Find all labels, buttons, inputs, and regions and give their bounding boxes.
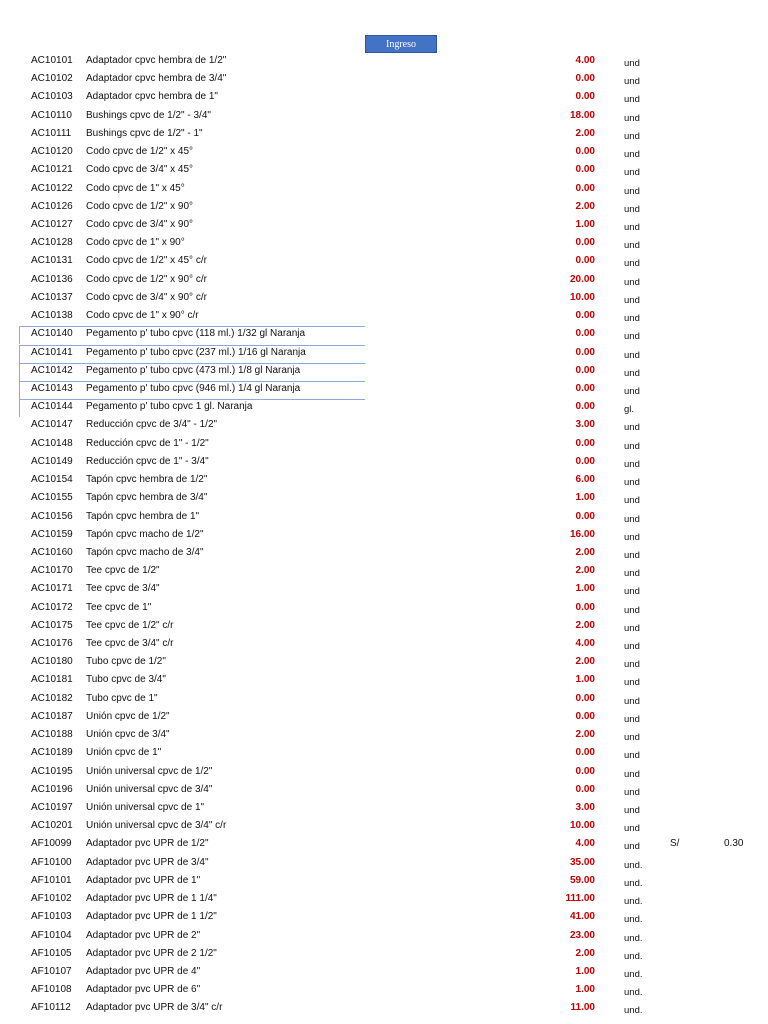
item-quantity[interactable]: 1.00: [575, 583, 595, 595]
item-code[interactable]: AC10182: [31, 692, 73, 704]
item-quantity[interactable]: 0.00: [575, 455, 595, 467]
item-quantity[interactable]: 18.00: [569, 109, 595, 121]
item-description[interactable]: Unión cpvc de 3/4": [86, 729, 170, 741]
item-quantity[interactable]: 20.00: [569, 273, 595, 285]
item-unit[interactable]: und: [624, 713, 640, 725]
item-quantity[interactable]: 0.00: [575, 710, 595, 722]
table-row: [0, 873, 768, 891]
item-quantity[interactable]: 4.00: [575, 55, 595, 66]
item-description[interactable]: Codo cpvc de 3/4" x 90° c/r: [86, 291, 207, 303]
item-description[interactable]: Unión universal cpvc de 3/4": [86, 783, 213, 795]
item-description[interactable]: Codo cpvc de 3/4" x 90°: [86, 218, 194, 230]
item-quantity[interactable]: 10.00: [569, 291, 595, 303]
item-quantity[interactable]: 2.00: [575, 565, 595, 577]
item-quantity[interactable]: 10.00: [569, 820, 595, 832]
item-unit[interactable]: gl.: [624, 404, 635, 416]
item-code[interactable]: AC10160: [31, 546, 73, 558]
item-description[interactable]: Adaptador pvc UPR de 1": [86, 874, 201, 886]
item-quantity[interactable]: 2.00: [575, 546, 595, 558]
item-unit[interactable]: und.: [624, 877, 643, 889]
item-description[interactable]: Tubo cpvc de 1/2": [86, 656, 166, 668]
item-unit[interactable]: und.: [624, 932, 643, 944]
item-quantity[interactable]: 2.00: [575, 729, 595, 741]
item-code[interactable]: AC10154: [31, 474, 73, 486]
item-code[interactable]: AC10101: [31, 55, 73, 66]
item-unit[interactable]: und: [624, 641, 640, 653]
table-row: [0, 964, 768, 982]
item-unit[interactable]: und: [624, 786, 640, 798]
table-row: [0, 272, 768, 290]
item-unit[interactable]: und: [624, 768, 640, 780]
item-description[interactable]: Reducción cpvc de 1" - 3/4": [86, 455, 209, 467]
item-quantity[interactable]: 0.00: [575, 164, 595, 176]
item-unit[interactable]: und: [624, 513, 640, 525]
item-code[interactable]: AF10101: [31, 874, 72, 886]
table-row: [0, 654, 768, 672]
item-code[interactable]: AF10105: [31, 947, 72, 959]
item-code[interactable]: AC10171: [31, 583, 73, 595]
item-unit[interactable]: und: [624, 440, 640, 452]
item-quantity[interactable]: 0.00: [575, 747, 595, 759]
item-unit[interactable]: und: [624, 76, 640, 88]
item-code[interactable]: AC10147: [31, 419, 73, 431]
item-description[interactable]: Tapón cpvc hembra de 1/2": [86, 474, 208, 486]
item-code[interactable]: AC10127: [31, 218, 73, 230]
table-row: [0, 600, 768, 618]
item-code[interactable]: AC10102: [31, 73, 73, 85]
item-quantity[interactable]: 0.00: [575, 401, 595, 413]
item-quantity[interactable]: 4.00: [575, 638, 595, 650]
table-row: [0, 855, 768, 873]
item-code[interactable]: AC10142: [31, 364, 73, 376]
table-row: [0, 417, 768, 435]
item-unit[interactable]: und: [624, 732, 640, 744]
item-quantity[interactable]: 1.00: [575, 674, 595, 686]
item-code[interactable]: AC10141: [31, 346, 73, 358]
item-unit[interactable]: und: [624, 823, 640, 835]
item-code[interactable]: AC10159: [31, 528, 73, 540]
item-description[interactable]: Adaptador pvc UPR de 6": [86, 984, 201, 996]
table-row: [0, 891, 768, 909]
item-unit[interactable]: und: [624, 385, 640, 397]
item-code[interactable]: AC10149: [31, 455, 73, 467]
table-row: [0, 235, 768, 253]
table-row: [0, 290, 768, 308]
item-quantity[interactable]: 2.00: [575, 619, 595, 631]
table-row: [0, 745, 768, 763]
item-description[interactable]: Codo cpvc de 1/2" x 45°: [86, 146, 194, 158]
item-quantity[interactable]: 23.00: [569, 929, 595, 941]
item-description[interactable]: Codo cpvc de 1/2" x 90° c/r: [86, 273, 207, 285]
item-quantity[interactable]: 0.00: [575, 255, 595, 267]
table-row: [0, 727, 768, 745]
item-code[interactable]: AC10187: [31, 710, 73, 722]
item-quantity[interactable]: 1.00: [575, 492, 595, 504]
item-description[interactable]: Reducción cpvc de 1" - 1/2": [86, 437, 209, 449]
item-unit[interactable]: und: [624, 221, 640, 233]
item-code[interactable]: AC10120: [31, 146, 73, 158]
item-code[interactable]: AF10108: [31, 984, 72, 996]
table-row: [0, 800, 768, 818]
item-quantity[interactable]: 0.00: [575, 437, 595, 449]
item-quantity[interactable]: 2.00: [575, 947, 595, 959]
table-row: [0, 363, 768, 381]
item-quantity[interactable]: 0.00: [575, 91, 595, 103]
item-unit[interactable]: und: [624, 258, 640, 270]
table-row: [0, 253, 768, 271]
item-unit[interactable]: und.: [624, 1005, 643, 1017]
item-quantity[interactable]: 0.00: [575, 73, 595, 85]
table-row: [0, 144, 768, 162]
item-code[interactable]: AC10175: [31, 619, 73, 631]
table-row: [0, 618, 768, 636]
item-quantity[interactable]: 0.00: [575, 510, 595, 522]
item-description[interactable]: Codo cpvc de 3/4" x 45°: [86, 164, 194, 176]
item-description[interactable]: Adaptador pvc UPR de 2 1/2": [86, 947, 217, 959]
item-quantity[interactable]: 2.00: [575, 200, 595, 212]
item-unit[interactable]: und.: [624, 914, 643, 926]
item-code[interactable]: AF10103: [31, 911, 72, 923]
table-row: [0, 764, 768, 782]
item-description[interactable]: Codo cpvc de 1" x 45°: [86, 182, 185, 194]
item-quantity[interactable]: 0.00: [575, 382, 595, 394]
item-quantity[interactable]: 1.00: [575, 966, 595, 977]
item-code[interactable]: AC10128: [31, 237, 73, 249]
item-description[interactable]: Adaptador pvc UPR de 1 1/2": [86, 911, 217, 923]
item-quantity[interactable]: 2.00: [575, 127, 595, 139]
item-code[interactable]: AF10100: [31, 856, 72, 868]
item-code[interactable]: AC10144: [31, 401, 73, 413]
item-description[interactable]: Adaptador pvc UPR de 1 1/4": [86, 893, 217, 905]
table-row: [0, 545, 768, 563]
item-code[interactable]: AC10137: [31, 291, 73, 303]
item-description[interactable]: Codo cpvc de 1" x 90° c/r: [86, 310, 199, 322]
item-quantity[interactable]: 0.00: [575, 364, 595, 376]
item-quantity[interactable]: 35.00: [569, 856, 595, 868]
item-description[interactable]: Tee cpvc de 1": [86, 601, 152, 613]
table-row: [0, 308, 768, 326]
item-code[interactable]: AF10102: [31, 893, 72, 905]
item-unit[interactable]: und: [624, 695, 640, 707]
table-row: [0, 709, 768, 727]
item-code[interactable]: AF10104: [31, 929, 72, 941]
item-description[interactable]: Reducción cpvc de 3/4" - 1/2": [86, 419, 218, 431]
item-unit[interactable]: und: [624, 568, 640, 580]
table-row: [0, 982, 768, 1000]
table-row: [0, 381, 768, 399]
item-unit[interactable]: und.: [624, 896, 643, 908]
item-unit[interactable]: und: [624, 622, 640, 634]
table-row: [0, 490, 768, 508]
item-unit[interactable]: und: [624, 531, 640, 543]
item-quantity[interactable]: 0.00: [575, 328, 595, 340]
item-currency[interactable]: S/: [670, 838, 680, 850]
item-code[interactable]: AC10176: [31, 638, 73, 650]
item-description[interactable]: Bushings cpvc de 1/2" - 1": [86, 127, 203, 139]
item-unit[interactable]: und.: [624, 859, 643, 871]
item-code[interactable]: AC10131: [31, 255, 73, 267]
item-unit[interactable]: und: [624, 477, 640, 489]
item-description[interactable]: Adaptador pvc UPR de 4": [86, 966, 201, 977]
item-code[interactable]: AC10189: [31, 747, 73, 759]
item-unit[interactable]: und.: [624, 969, 643, 980]
table-row: [0, 217, 768, 235]
item-description[interactable]: Unión universal cpvc de 1": [86, 802, 205, 814]
table-row: [0, 691, 768, 709]
item-quantity[interactable]: 3.00: [575, 419, 595, 431]
table-row: [0, 399, 768, 417]
item-quantity[interactable]: 0.00: [575, 765, 595, 777]
item-unit[interactable]: und.: [624, 950, 643, 962]
item-unit[interactable]: und: [624, 549, 640, 561]
item-code[interactable]: AC10172: [31, 601, 73, 613]
table-row: [0, 345, 768, 363]
item-unit[interactable]: und: [624, 331, 640, 343]
item-quantity[interactable]: 4.00: [575, 838, 595, 850]
table-row: [0, 946, 768, 964]
item-code[interactable]: AC10143: [31, 382, 73, 394]
table-row: [0, 326, 768, 344]
item-code[interactable]: AF10099: [31, 838, 72, 850]
item-unit[interactable]: und: [624, 58, 640, 69]
table-row: [0, 581, 768, 599]
item-description[interactable]: Codo cpvc de 1/2" x 90°: [86, 200, 194, 212]
item-quantity[interactable]: 11.00: [570, 1002, 595, 1014]
item-unit[interactable]: und: [624, 659, 640, 671]
item-unit[interactable]: und: [624, 841, 640, 853]
item-description[interactable]: Tapón cpvc macho de 3/4": [86, 546, 204, 558]
item-code[interactable]: AC10122: [31, 182, 73, 194]
item-quantity[interactable]: 0.00: [575, 346, 595, 358]
item-description[interactable]: Tubo cpvc de 3/4": [86, 674, 166, 686]
item-description[interactable]: Tapón cpvc hembra de 1": [86, 510, 200, 522]
table-row: [0, 108, 768, 126]
table-row: [0, 782, 768, 800]
column-header-ingreso[interactable]: Ingreso: [365, 35, 437, 53]
item-code[interactable]: AC10148: [31, 437, 73, 449]
item-unit[interactable]: und: [624, 112, 640, 124]
item-quantity[interactable]: 1.00: [575, 984, 595, 996]
item-description[interactable]: Unión universal cpvc de 3/4" c/r: [86, 820, 227, 832]
item-unit[interactable]: und.: [624, 987, 643, 999]
item-description[interactable]: Pegamento p' tubo cpvc (118 ml.) 1/32 gl Naranja: [86, 328, 306, 340]
item-quantity[interactable]: 111.00: [565, 893, 595, 905]
item-code[interactable]: AC10136: [31, 273, 73, 285]
table-row: [0, 509, 768, 527]
item-description[interactable]: Adaptador pvc UPR de 2": [86, 929, 201, 941]
item-description[interactable]: Pegamento p' tubo cpvc (946 ml.) 1/4 gl Naranja: [86, 382, 301, 394]
item-unit[interactable]: und: [624, 750, 640, 762]
item-quantity[interactable]: 0.00: [575, 601, 595, 613]
item-description[interactable]: Pegamento p' tubo cpvc (473 ml.) 1/8 gl Naranja: [86, 364, 301, 376]
item-unit[interactable]: und: [624, 349, 640, 361]
item-description[interactable]: Bushings cpvc de 1/2" - 3/4": [86, 109, 211, 121]
item-code[interactable]: AC10201: [31, 820, 73, 832]
item-code[interactable]: AC10197: [31, 802, 73, 814]
table-row: [0, 836, 768, 854]
item-description[interactable]: Tapón cpvc hembra de 3/4": [86, 492, 208, 504]
table-row: [0, 53, 768, 71]
item-code[interactable]: AF10112: [31, 1002, 71, 1014]
item-unit[interactable]: und: [624, 805, 640, 817]
item-description[interactable]: Unión cpvc de 1": [86, 747, 162, 759]
table-row: [0, 672, 768, 690]
item-unit[interactable]: und: [624, 294, 640, 306]
item-code[interactable]: AC10121: [31, 164, 73, 176]
item-description[interactable]: Adaptador pvc UPR de 3/4" c/r: [86, 1002, 223, 1014]
table-row: [0, 818, 768, 836]
table-row: [0, 199, 768, 217]
item-description[interactable]: Tubo cpvc de 1": [86, 692, 158, 704]
item-unit[interactable]: und: [624, 495, 640, 507]
table-row: [0, 909, 768, 927]
item-quantity[interactable]: 3.00: [575, 802, 595, 814]
item-code[interactable]: AC10138: [31, 310, 73, 322]
item-description[interactable]: Adaptador cpvc hembra de 3/4": [86, 73, 227, 85]
item-quantity[interactable]: 41.00: [569, 911, 595, 923]
item-description[interactable]: Tee cpvc de 3/4" c/r: [86, 638, 174, 650]
item-quantity[interactable]: 1.00: [575, 218, 595, 230]
item-quantity[interactable]: 0.00: [575, 182, 595, 194]
item-code[interactable]: AC10140: [31, 328, 73, 340]
item-quantity[interactable]: 0.00: [575, 783, 595, 795]
item-quantity[interactable]: 59.00: [569, 874, 595, 886]
item-unit[interactable]: und: [624, 185, 640, 197]
item-description[interactable]: Adaptador pvc UPR de 1/2": [86, 838, 209, 850]
item-quantity[interactable]: 0.00: [575, 310, 595, 322]
item-code[interactable]: AC10155: [31, 492, 73, 504]
item-description[interactable]: Unión cpvc de 1/2": [86, 710, 170, 722]
item-unit[interactable]: und: [624, 458, 640, 470]
table-row: [0, 126, 768, 144]
item-quantity[interactable]: 0.00: [575, 692, 595, 704]
item-description[interactable]: Unión universal cpvc de 1/2": [86, 765, 213, 777]
table-row: [0, 181, 768, 199]
item-unit[interactable]: und: [624, 604, 640, 616]
item-code[interactable]: AC10170: [31, 565, 73, 577]
item-code[interactable]: AC10180: [31, 656, 73, 668]
item-unit[interactable]: und: [624, 367, 640, 379]
item-description[interactable]: Adaptador pvc UPR de 3/4": [86, 856, 209, 868]
item-description[interactable]: Adaptador cpvc hembra de 1": [86, 91, 218, 103]
item-description[interactable]: Tee cpvc de 1/2" c/r: [86, 619, 174, 631]
item-code[interactable]: AC10111: [31, 127, 72, 139]
item-unit[interactable]: und: [624, 167, 640, 179]
item-code[interactable]: AF10107: [31, 966, 72, 977]
table-row: [0, 472, 768, 490]
item-code[interactable]: AC10156: [31, 510, 73, 522]
item-description[interactable]: Codo cpvc de 1/2" x 45° c/r: [86, 255, 207, 267]
table-row: [0, 636, 768, 654]
table-row: [0, 928, 768, 946]
item-description[interactable]: Adaptador cpvc hembra de 1/2": [86, 55, 227, 66]
item-quantity[interactable]: 6.00: [575, 474, 595, 486]
item-description[interactable]: Tapón cpvc macho de 1/2": [86, 528, 204, 540]
table-row: [0, 527, 768, 545]
item-unit[interactable]: und: [624, 677, 640, 689]
item-code[interactable]: AC10188: [31, 729, 73, 741]
table-row: [0, 1000, 768, 1018]
item-code[interactable]: AC10196: [31, 783, 73, 795]
item-description[interactable]: Tee cpvc de 3/4": [86, 583, 160, 595]
item-description[interactable]: Codo cpvc de 1" x 90°: [86, 237, 185, 249]
item-description[interactable]: Pegamento p' tubo cpvc 1 gl. Naranja: [86, 401, 253, 413]
item-unit[interactable]: und: [624, 276, 640, 288]
table-row: [0, 454, 768, 472]
item-unit[interactable]: und: [624, 203, 640, 215]
item-code[interactable]: AC10110: [31, 109, 72, 121]
table-row: [0, 71, 768, 89]
item-code[interactable]: AC10103: [31, 91, 73, 103]
item-price[interactable]: 0.30: [724, 838, 744, 850]
item-quantity[interactable]: 0.00: [575, 146, 595, 158]
item-unit[interactable]: und: [624, 149, 640, 161]
item-quantity[interactable]: 0.00: [575, 237, 595, 249]
table-row: [0, 563, 768, 581]
item-code[interactable]: AC10195: [31, 765, 73, 777]
item-quantity[interactable]: 2.00: [575, 656, 595, 668]
item-unit[interactable]: und: [624, 94, 640, 106]
item-unit[interactable]: und: [624, 586, 640, 598]
table-row: [0, 162, 768, 180]
item-description[interactable]: Pegamento p' tubo cpvc (237 ml.) 1/16 gl Naranja: [86, 346, 306, 358]
item-unit[interactable]: und: [624, 240, 640, 252]
item-unit[interactable]: und: [624, 130, 640, 142]
item-description[interactable]: Tee cpvc de 1/2": [86, 565, 160, 577]
item-quantity[interactable]: 16.00: [569, 528, 595, 540]
item-unit[interactable]: und: [624, 313, 640, 325]
table-row: [0, 436, 768, 454]
table-row: [0, 89, 768, 107]
item-code[interactable]: AC10126: [31, 200, 73, 212]
item-unit[interactable]: und: [624, 422, 640, 434]
item-code[interactable]: AC10181: [31, 674, 73, 686]
